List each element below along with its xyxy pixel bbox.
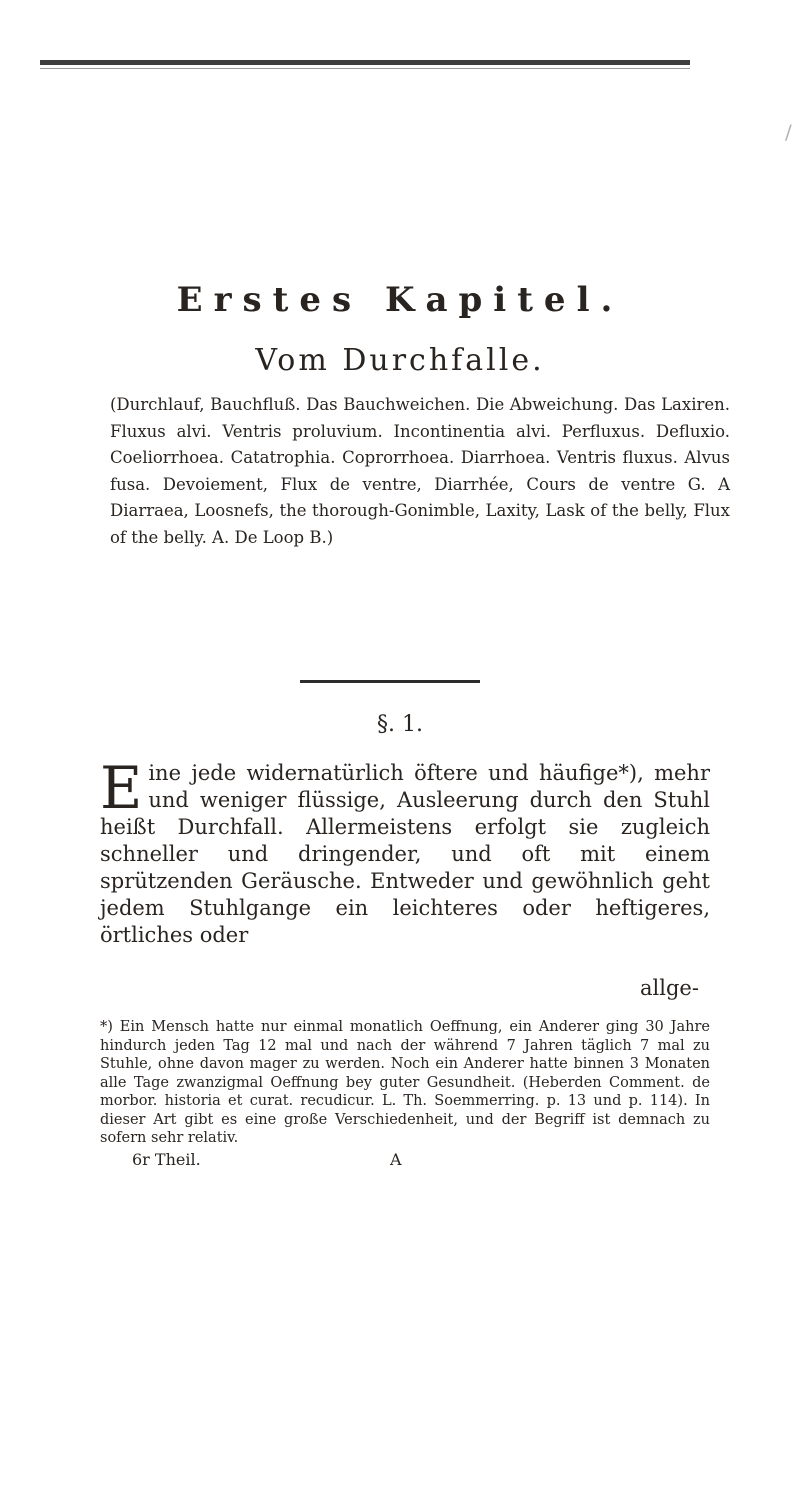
main-text xyxy=(100,754,710,949)
main-text-body: ine jede widernatürlich öftere und häufige*), mehr und weniger flüssige, Ausleerung durch den Stuhl heißt Durchfall. Allermeistens erfolgt sie zugleich schneller und dringender, und oft mit einem sprützenden Geräusche. Entweder und gewöhnlich geht jedem Stuhlgange ein leichteres oder heftigeres, örtliches oder xyxy=(100,761,710,947)
margin-mark: / xyxy=(785,120,792,144)
footnote: *) Ein Mensch hatte nur einmal monatlich Oeffnung, ein Anderer ging 30 Jahre hindurch jeden Tag 12 mal und nach der während 7 Jahren täglich 7 mal zu Stuhle, ohne davon mager zu werden. Noch ein Anderer hatte binnen 3 Monaten alle Tage zwanzigmal Oeffnung bey guter Gesundheit. (Heberden Comment. de morbor. historia et curat. recudicur. L. Th. Soemmerring. p. 13 und p. 114). In dieser Art gibt es eine große Verschiedenheit, und der Begriff ist demnach zu sofern sehr relativ. xyxy=(100,1019,710,1146)
chapter-title: Vom Durchfalle. xyxy=(255,343,545,378)
main-text-catchword: allge- xyxy=(640,976,699,1000)
page-catchword: A xyxy=(390,1150,402,1169)
chapter-heading: Erstes Kapitel. xyxy=(176,280,624,320)
top-border-thin-rule xyxy=(40,68,690,69)
section-number: §. 1. xyxy=(377,712,423,737)
synonyms-paragraph: (Durchlauf, Bauchfluß. Das Bauchweichen. Die Abweichung. Das Laxiren. Fluxus alvi. Ventris proluvium. Incontinentia alvi. Perfluxus. Defluxio. Coeliorrhoea. Catatrophia. Coprorrhoea. Diarrhoea. Ventris fluxus. Alvus fusa. Devoiement, Flux de ventre, Diarrhée, Cours de ventre G. A Diarraea, Loosnefs, the thorough-Gonimble, Laxity, Lask of the belly, Flux of the belly. A. De Loop B.) xyxy=(110,395,730,547)
sheet-signature: 6r Theil. xyxy=(132,1150,201,1169)
drop-cap: E xyxy=(100,754,143,822)
section-divider xyxy=(300,680,480,683)
top-border-rule xyxy=(40,60,690,65)
